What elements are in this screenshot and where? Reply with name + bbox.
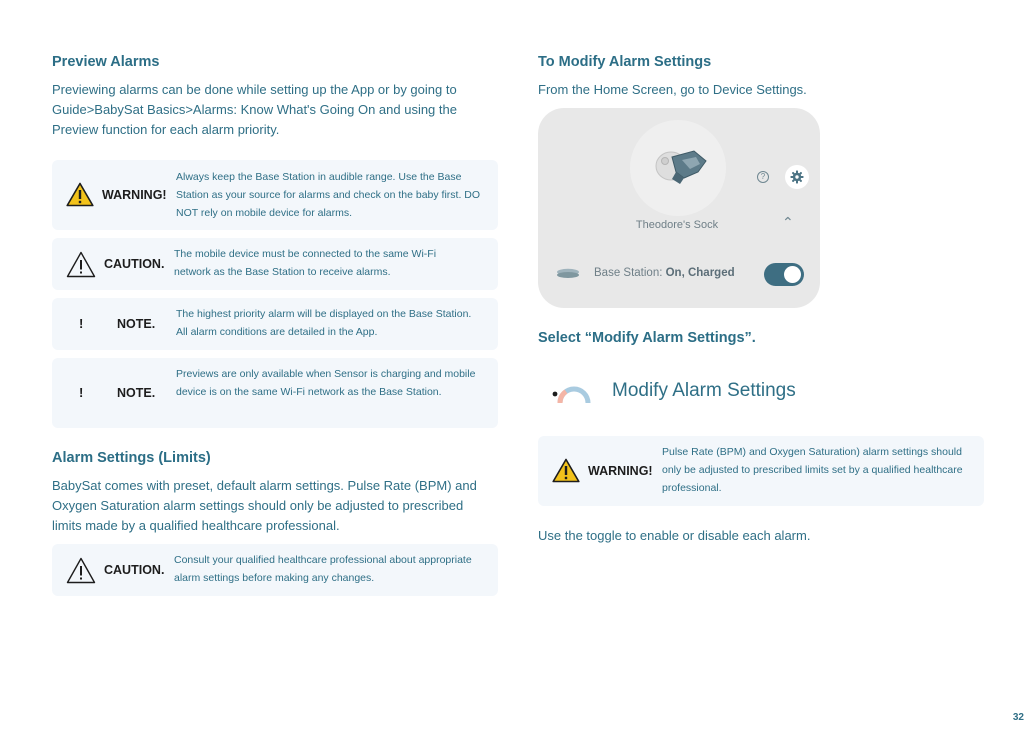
modify-alarm-settings-body: From the Home Screen, go to Device Settings. [538, 82, 807, 97]
exclamation-icon: ! [79, 316, 84, 331]
device-settings-button[interactable] [785, 165, 809, 189]
caution-label: CAUTION. [104, 563, 165, 577]
warning-callout [538, 436, 984, 506]
note-callout [52, 358, 498, 428]
select-modify-heading: Select “Modify Alarm Settings”. [538, 330, 756, 346]
note-label: NOTE. [117, 386, 156, 400]
help-icon[interactable]: ? [757, 171, 769, 183]
device-settings-card [538, 108, 820, 308]
caution-callout [52, 238, 498, 290]
toggle-instructions: Use the toggle to enable or disable each alarm. [538, 528, 811, 543]
warning-triangle-icon [66, 182, 94, 207]
modify-alarm-settings-heading: To Modify Alarm Settings [538, 54, 712, 70]
alarm-gauge-icon [552, 381, 592, 405]
caution-triangle-icon [66, 557, 96, 584]
base-station-status: Base Station: On, Charged [594, 267, 735, 279]
caution-callout [52, 544, 498, 596]
note-callout [52, 298, 498, 350]
gear-icon [790, 170, 804, 184]
warning-triangle-icon [552, 458, 580, 483]
caution-label: CAUTION. [104, 257, 165, 271]
note-label: NOTE. [117, 317, 156, 331]
preview-alarms-heading: Preview Alarms [52, 54, 160, 70]
page-number: 32 [1012, 712, 1024, 723]
warning-text: Always keep the Base Station in audible range. Use the Base Station as your source for alarms and check on the baby first. DO NOT rely on mobile device for alarms. [176, 171, 481, 219]
base-station-toggle[interactable] [764, 263, 804, 286]
exclamation-icon: ! [79, 385, 84, 400]
sock-sensor-icon [646, 144, 712, 194]
warning-text: Pulse Rate (BPM) and Oxygen Saturation) alarm settings should only be adjusted to prescribed limits set by a qualified healthcare professional. [662, 446, 963, 494]
base-station-status-value: On, Charged [665, 267, 735, 279]
base-station-icon [556, 267, 580, 279]
modify-alarm-settings-button[interactable] [552, 376, 852, 410]
modify-alarm-settings-label: Modify Alarm Settings [612, 380, 796, 401]
toggle-knob [784, 266, 801, 283]
preview-alarms-body: Previewing alarms can be done while setting up the App or by going to Guide>BabySat Basics>Alarms: Know What's Going On and using the Preview function for each alarm priority. [52, 82, 457, 137]
chevron-up-icon[interactable]: ⌃ [782, 214, 794, 230]
alarm-limits-body: BabySat comes with preset, default alarm settings. Pulse Rate (BPM) and Oxygen Saturation alarm settings should only be adjusted to prescribed limits made by a qualified healthcare professional. [52, 478, 477, 533]
caution-text: The mobile device must be connected to the same Wi-Fi network as the Base Station to receive alarms. [174, 248, 437, 278]
note-text: Previews are only available when Sensor is charging and mobile device is on the same Wi-Fi network as the Base Station. [176, 368, 476, 398]
warning-callout [52, 160, 498, 230]
caution-text: Consult your qualified healthcare professional about appropriate alarm settings before making any changes. [174, 554, 472, 584]
caution-triangle-icon [66, 251, 96, 278]
alarm-limits-heading: Alarm Settings (Limits) [52, 450, 211, 466]
warning-label: WARNING! [102, 188, 167, 202]
warning-label: WARNING! [588, 464, 653, 478]
note-text: The highest priority alarm will be displayed on the Base Station. All alarm conditions are detailed in the App. [176, 308, 472, 338]
sock-name: Theodore's Sock [635, 219, 719, 231]
